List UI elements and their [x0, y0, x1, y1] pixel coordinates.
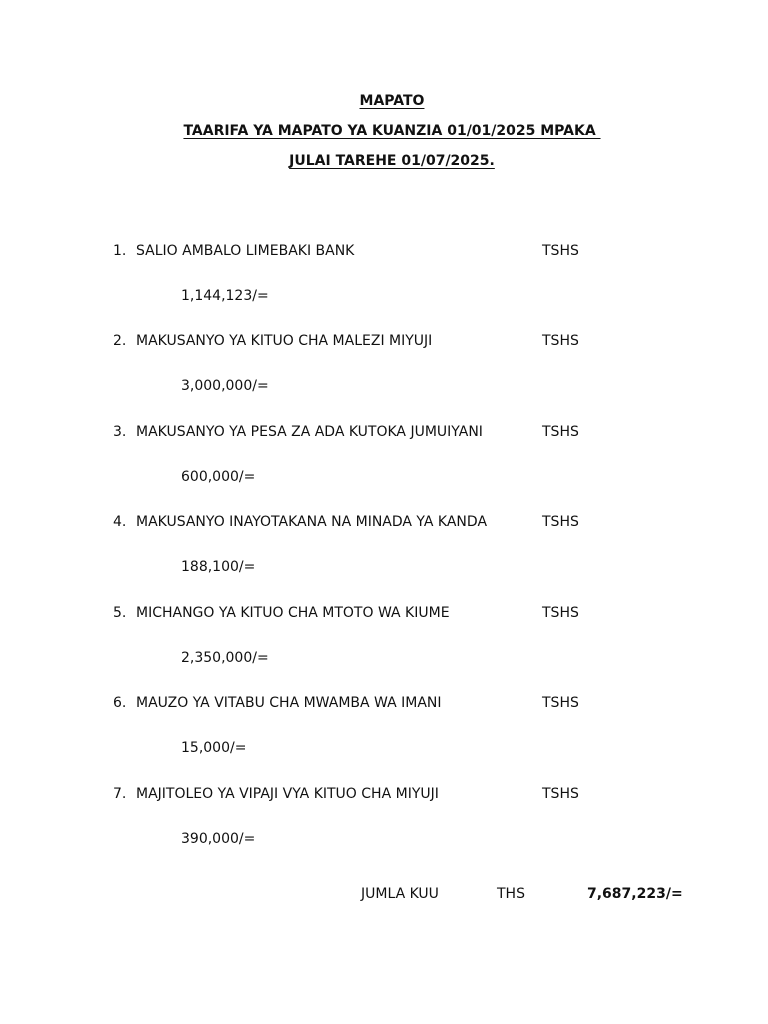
grand-total-value: 7,687,223/= — [587, 886, 683, 902]
item-currency: TSHS — [542, 786, 579, 802]
grand-total-label: JUMLA KUU — [361, 886, 439, 902]
list-item — [0, 333, 768, 353]
document-subtitle-line-2: JULAI TAREHE 01/07/2025. — [289, 153, 495, 169]
item-description: MAKUSANYO YA KITUO CHA MALEZI MIYUJI — [136, 333, 433, 349]
list-item — [0, 786, 768, 806]
item-description: SALIO AMBALO LIMEBAKI BANK — [136, 243, 355, 259]
document-title: MAPATO — [359, 93, 425, 109]
item-number: 2. — [113, 333, 127, 349]
item-amount: 188,100/= — [181, 559, 256, 575]
item-description: MAJITOLEO YA VIPAJI VYA KITUO CHA MIYUJI — [136, 786, 439, 802]
list-item — [0, 695, 768, 715]
item-currency: TSHS — [542, 424, 579, 440]
list-item — [0, 243, 768, 263]
document-subtitle-line-1: TAARIFA YA MAPATO YA KUANZIA 01/01/2025 MPAKA — [183, 123, 601, 139]
item-currency: TSHS — [542, 514, 579, 530]
item-description: MAKUSANYO YA PESA ZA ADA KUTOKA JUMUIYANI — [136, 424, 483, 440]
item-description: MICHANGO YA KITUO CHA MTOTO WA KIUME — [136, 605, 450, 621]
item-amount: 2,350,000/= — [181, 650, 269, 666]
item-number: 4. — [113, 514, 127, 530]
item-currency: TSHS — [542, 243, 579, 259]
item-amount: 390,000/= — [181, 831, 256, 847]
item-number: 7. — [113, 786, 127, 802]
item-number: 5. — [113, 605, 127, 621]
item-number: 3. — [113, 424, 127, 440]
item-amount: 600,000/= — [181, 469, 256, 485]
list-item — [0, 605, 768, 625]
grand-total-row — [0, 886, 768, 906]
list-item — [0, 424, 768, 444]
item-description: MAKUSANYO INAYOTAKANA NA MINADA YA KANDA — [136, 514, 488, 530]
item-currency: TSHS — [542, 333, 579, 349]
list-item — [0, 514, 768, 534]
item-description: MAUZO YA VITABU CHA MWAMBA WA IMANI — [136, 695, 442, 711]
item-number: 1. — [113, 243, 127, 259]
grand-total-currency: THS — [497, 886, 525, 902]
item-currency: TSHS — [542, 605, 579, 621]
item-currency: TSHS — [542, 695, 579, 711]
item-amount: 1,144,123/= — [181, 288, 269, 304]
item-amount: 3,000,000/= — [181, 378, 269, 394]
item-amount: 15,000/= — [181, 740, 247, 756]
item-number: 6. — [113, 695, 127, 711]
